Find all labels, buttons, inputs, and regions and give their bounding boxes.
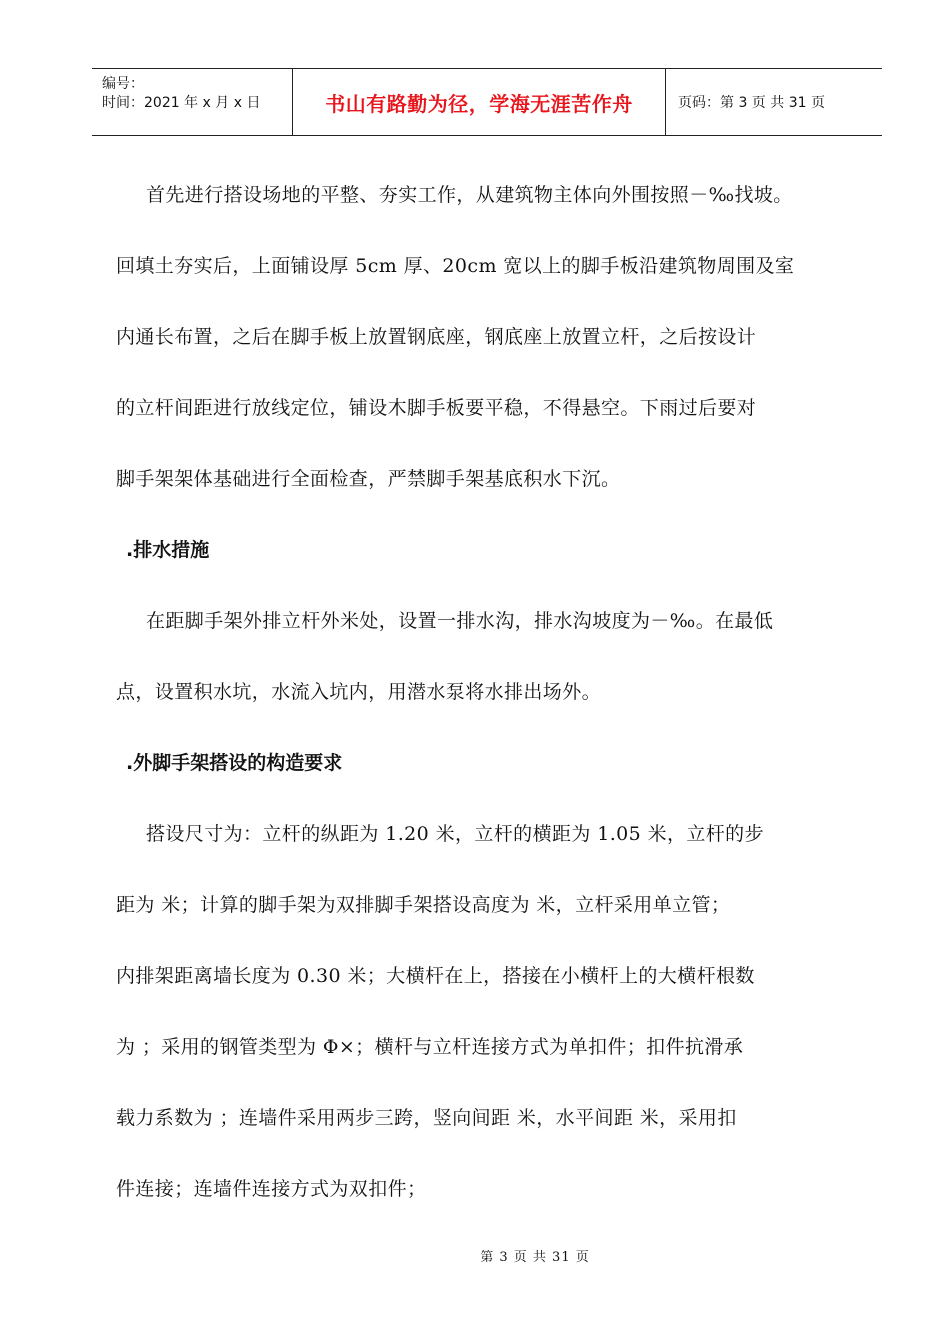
section-heading-drainage: .排水措施 xyxy=(126,539,210,561)
text-line: 在距脚手架外排立杆外米处，设置一排水沟，排水沟坡度为－‰。在最低 xyxy=(146,610,774,632)
text-line: 件连接；连墙件连接方式为双扣件； xyxy=(116,1178,427,1200)
text-line: 回填土夯实后，上面铺设厚 5cm 厚、20cm 宽以上的脚手板沿建筑物周围及室 xyxy=(116,255,795,277)
text-line: 内排架距离墙长度为 0.30 米；大横杆在上，搭接在小横杆上的大横杆根数 xyxy=(116,965,755,987)
document-time-label: 时间：2021 年 x 月 x 日 xyxy=(102,95,261,111)
text-line: 首先进行搭设场地的平整、夯实工作，从建筑物主体向外围按照－‰找坡。 xyxy=(146,184,793,206)
header-motto: 书山有路勤为径，学海无涯苦作舟 xyxy=(293,69,666,135)
document-number-label: 编号： xyxy=(102,76,144,92)
page-header xyxy=(92,68,882,136)
text-line: 内通长布置，之后在脚手板上放置钢底座，钢底座上放置立杆，之后按设计 xyxy=(116,326,757,348)
page-footer: 第 3 页 共 31 页 xyxy=(480,1250,590,1265)
text-line: 距为 米；计算的脚手架为双排脚手架搭设高度为 米，立杆采用单立管； xyxy=(116,894,731,916)
paragraph-structure xyxy=(116,799,876,1225)
text-line: 点，设置积水坑，水流入坑内，用潜水泵将水排出场外。 xyxy=(116,681,602,703)
text-line: 载力系数为 ；连墙件采用两步三跨，竖向间距 米，水平间距 米，采用扣 xyxy=(116,1107,737,1129)
document-body xyxy=(116,160,876,1225)
header-page-number: 页码：第 3 页 共 31 页 xyxy=(678,95,825,111)
text-line: 为 ；采用的钢管类型为 Φ×；横杆与立杆连接方式为单扣件；扣件抗滑承 xyxy=(116,1036,744,1058)
text-line: 的立杆间距进行放线定位，铺设木脚手板要平稳，不得悬空。下雨过后要对 xyxy=(116,397,757,419)
paragraph-site-preparation xyxy=(116,160,876,515)
header-meta xyxy=(92,69,293,135)
text-line: 脚手架架体基础进行全面检查，严禁脚手架基底积水下沉。 xyxy=(116,468,621,490)
paragraph-drainage xyxy=(116,586,876,728)
text-line: 搭设尺寸为：立杆的纵距为 1.20 米，立杆的横距为 1.05 米，立杆的步 xyxy=(146,823,764,845)
section-heading-structure: .外脚手架搭设的构造要求 xyxy=(126,752,343,774)
